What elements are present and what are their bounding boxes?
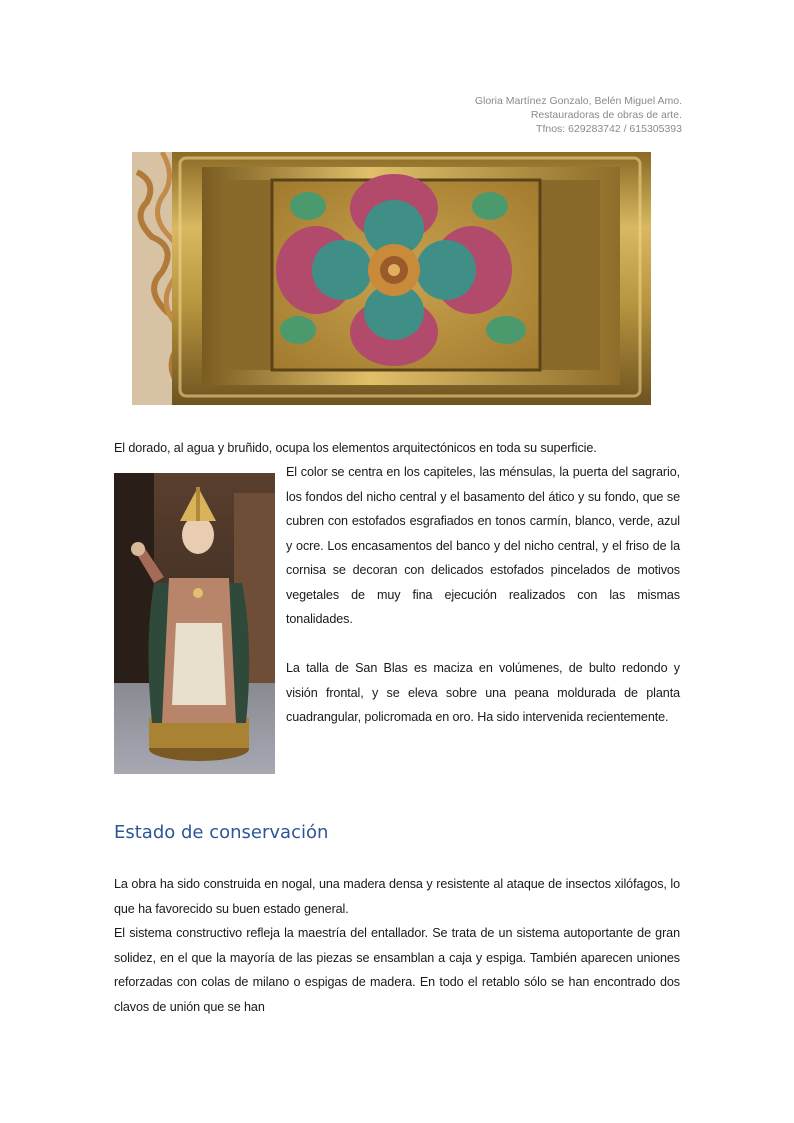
color-paragraph: El color se centra en los capiteles, las ménsulas, la puerta del sagrario, los fondos del nicho central y el basamento del ático y su fondo, que se cubren con estofados esgrafiados en tonos carmín, blanco, verde, azul y ocre. Los encasamentos del banco y del nicho central, y el friso de la cornisa se decoran con delicados estofados pincelados de motivos vegetales de muy fina ejecución realizados con las mismas tonalidades. [286,465,680,626]
san-blas-photo [114,473,275,774]
gilding-paragraph: El dorado, al agua y bruñido, ocupa los elementos arquitectónicos en toda su superficie. [114,441,597,455]
section-heading: Estado de conservación [114,822,329,843]
san-blas-paragraph: La talla de San Blas es maciza en volúmenes, de bulto redondo y visión frontal, y se eleva sobre una peana moldurada de planta cuadrangular, policromada en oro. Ha sido intervenida recientemente. [286,661,680,724]
page-header [475,94,682,136]
header-phones: Tfnos: 629283742 / 615305393 [536,123,682,135]
header-authors: Gloria Martínez Gonzalo, Belén Miguel Amo. [474,95,682,107]
header-profession: Restauradoras de obras de arte. [530,109,682,121]
ornament-photo [132,152,651,405]
conservation-paragraph-1: La obra ha sido construida en nogal, una madera densa y resistente al ataque de insectos xilófagos, lo que ha favorecido su buen estado general. [114,877,680,916]
conservation-paragraph-2: El sistema constructivo refleja la maestría del entallador. Se trata de un sistema autoportante de gran solidez, en el que la mayoría de las piezas se ensamblan a caja y espiga. También aparecen uniones reforzadas con colas de milano o espigas de madera. En todo el retablo sólo se han encontrado dos clavos de unión que se han [114,926,680,1014]
